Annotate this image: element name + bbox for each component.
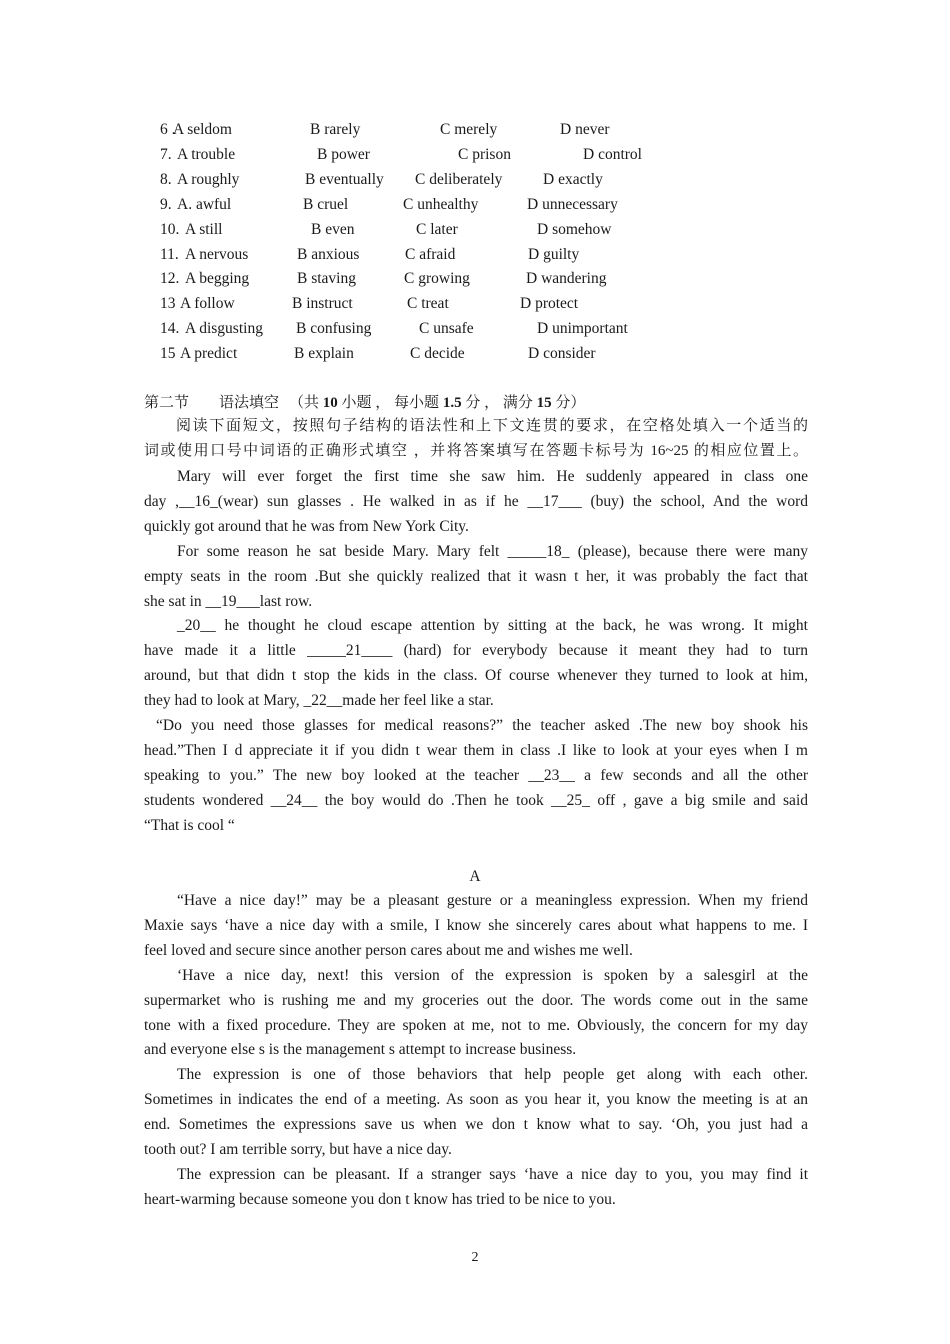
option-c: C decide: [410, 345, 465, 363]
option-a: A trouble: [177, 145, 236, 163]
text-line: end. Sometimes the expressions save us when we don t know what to say. ‘Oh, you just had a: [144, 1116, 808, 1134]
option-c: C unsafe: [419, 320, 474, 338]
text-line: “Do you need those glasses for medical reasons?” the teacher asked .The new boy shook his: [156, 717, 808, 734]
question-number: 12.: [160, 270, 180, 288]
paragraph: [144, 964, 808, 1064]
option-d: D guilty: [528, 245, 580, 263]
text-line: and everyone else s is the management s attempt to increase business.: [144, 1041, 577, 1059]
text-line: tone with a fixed procedure. They are spoken at me, not to me. Obviously, the concern for my day: [144, 1016, 808, 1034]
text-line: speaking to you.” The new boy looked at the teacher __23__ a few seconds and all the other: [144, 766, 808, 784]
option-c: C treat: [407, 295, 449, 313]
text-line: students wondered __24__ the boy would do .Then he took __25_ off , gave a big smile and said: [144, 791, 808, 809]
text-line: Mary will ever forget the first time she saw him. He suddenly appeared in class one: [177, 468, 808, 485]
section-title: 语法填空: [219, 395, 280, 411]
option-b: B confusing: [296, 320, 372, 338]
question-number: 14.: [160, 320, 180, 338]
option-c: C growing: [404, 270, 470, 288]
option-a: A begging: [185, 270, 250, 288]
option-a: A nervous: [185, 245, 249, 263]
points-per-question: 1.5: [442, 395, 462, 411]
option-a: A follow: [180, 295, 235, 313]
paragraph: [144, 889, 808, 964]
paragraph: [144, 465, 808, 540]
option-c: C prison: [458, 145, 511, 163]
question-number: 8.: [160, 170, 172, 188]
question-count: 10: [322, 395, 338, 411]
option-a: A predict: [180, 345, 238, 363]
text-line: Sometimes in indicates the end of a meeting. As soon as you hear it, you know the meeting is at an: [144, 1091, 808, 1109]
option-a: A disgusting: [185, 320, 263, 338]
text-line: day ,__16_(wear) sun glasses . He walked in as if he __17___ (buy) the school, And the word: [144, 492, 808, 510]
option-d: D unimportant: [537, 320, 628, 338]
text-line: “Have a nice day!” may be a pleasant gesture or a meaningless expression. When my friend: [177, 892, 808, 909]
paragraph: [144, 1163, 808, 1213]
option-d: D exactly: [543, 170, 603, 188]
section-label: 第二节: [144, 395, 190, 411]
instruction-line: 词或使用口号中词语的正确形式填空 ，并将答案填写在答题卡标号为 16~25 的相应位置上。: [144, 442, 808, 459]
option-b: B cruel: [303, 195, 349, 213]
text-line: “That is cool “: [144, 816, 235, 834]
text-line: supermarket who is rushing me and my groceries out the door. The words come out in the same: [144, 991, 808, 1009]
text-line: The expression is one of those behaviors that help people get along with each other.: [177, 1066, 808, 1084]
option-c: C afraid: [405, 245, 456, 263]
question-number: 11.: [160, 245, 179, 263]
option-d: D somehow: [537, 220, 612, 238]
option-c: C later: [416, 220, 458, 238]
section-header: 第二节 语法填空 （共 10 小题 ， 每小题 1.5 分 ， 满分 15 分）: [144, 395, 586, 411]
question-number: 10.: [160, 220, 180, 238]
option-b: B even: [311, 220, 355, 238]
question-number: 7.: [160, 145, 172, 163]
option-d: D consider: [528, 345, 596, 363]
option-d: D control: [583, 145, 642, 163]
option-c: C merely: [440, 121, 498, 138]
option-d: D unnecessary: [527, 195, 618, 213]
text-line: they had to look at Mary, _22__made her feel like a star.: [144, 692, 494, 710]
question-number: 15: [160, 345, 176, 363]
question-number: 6 .: [160, 121, 176, 138]
option-a: A. awful: [177, 195, 232, 213]
option-a: A seldom: [173, 121, 232, 138]
text-line: heart-warming because someone you don t know has tried to be nice to you.: [144, 1190, 616, 1208]
option-a: A still: [185, 220, 223, 238]
instructions: [144, 414, 808, 464]
paragraph: [144, 714, 808, 839]
reading-section-label: A: [469, 868, 481, 885]
option-d: D never: [560, 121, 610, 138]
option-c: C unhealthy: [403, 195, 479, 213]
paragraph: [144, 1063, 808, 1163]
text-line: empty seats in the room .But she quickly realized that it wasn t her, it was probably the fact that: [144, 567, 808, 585]
paragraph: [144, 540, 808, 615]
paragraph: [144, 614, 808, 714]
text-line: around, but that didn t stop the kids in the class. Of course whenever they turned to look at him,: [144, 667, 808, 685]
text-line: Maxie says ‘have a nice day with a smile, I know she sincerely cares about what happens to me. I: [144, 916, 808, 934]
question-number: 13: [160, 295, 176, 313]
question-number: 9.: [160, 195, 172, 213]
text-line: The expression can be pleasant. If a stranger says ‘have a nice day to you, you may find it: [177, 1165, 808, 1183]
text-line: feel loved and secure since another person cares about me and wishes me well.: [144, 941, 633, 959]
option-b: B anxious: [297, 245, 360, 263]
text-line: quickly got around that he was from New York City.: [144, 517, 469, 535]
instruction-line: 阅读下面短文，按照句子结构的语法性和上下文连贯的要求，在空格处填入一个适当的: [176, 418, 808, 434]
option-b: B explain: [294, 345, 354, 363]
option-d: D protect: [520, 295, 579, 313]
text-line: For some reason he sat beside Mary. Mary felt _____18_ (please), because there were many: [177, 542, 808, 560]
text-line: tooth out? I am terrible sorry, but have a nice day.: [144, 1141, 452, 1159]
option-b: B rarely: [310, 121, 361, 138]
option-b: B eventually: [305, 170, 384, 188]
option-b: B power: [317, 145, 370, 163]
text-line: she sat in __19___last row.: [144, 592, 313, 610]
total-points: 15: [536, 395, 552, 411]
option-c: C deliberately: [415, 170, 503, 188]
text-line: head.”Then I d appreciate it if you didn t wear them in class .I like to look at your eyes when I m: [144, 741, 808, 759]
option-a: A roughly: [177, 170, 240, 188]
text-line: ‘Have a nice day, next! this version of the expression is spoken by a salesgirl at the: [177, 966, 808, 984]
option-b: B instruct: [292, 295, 353, 313]
option-d: D wandering: [526, 270, 607, 288]
page-number: 2: [471, 1250, 479, 1265]
option-b: B staving: [297, 270, 356, 288]
text-line: _20__ he thought he cloud escape attention by sitting at the back, he was wrong. It might: [177, 617, 808, 635]
text-line: have made it a little _____21____ (hard) for everybody because it meant they had to turn: [144, 642, 808, 660]
